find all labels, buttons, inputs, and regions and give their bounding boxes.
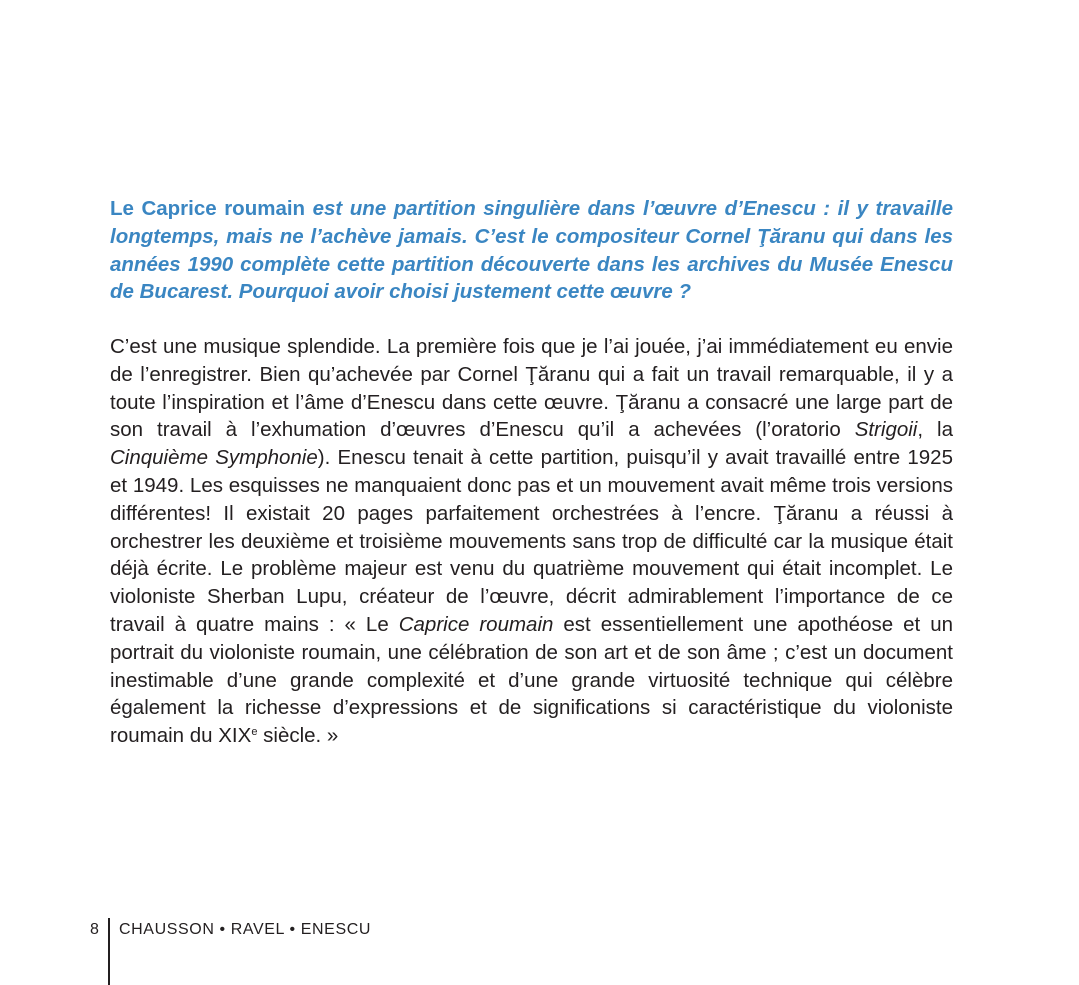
work-title-strigoii: Strigoii <box>854 418 918 442</box>
interview-question <box>110 195 953 306</box>
century-superscript: e <box>251 726 258 739</box>
answer-text-3: ). Enescu tenait à cette partition, puisqu’il y avait travaillé entre 1925 et 1949. Les esquisses ne manquaient donc pas et un mouvement avait même trois versions différentes! Il existait 20 pages parfaitement orchestrées à l’encre. Ţăranu a réussi à orchestrer les deuxième et troisième mouvements sans trop de difficulté car la musique était déjà écrite. Le problème majeur est venu du quatrième mouvement qui était incomplet. Le violoniste Sherban Lupu, créateur de l’œuvre, décrit admirablement l’importance de ce travail à quatre mains : « Le <box>110 446 953 636</box>
answer-text-5: siècle. » <box>257 724 339 748</box>
running-head: CHAUSSON • RAVEL • ENESCU <box>119 921 372 938</box>
work-title-caprice: Caprice roumain <box>398 612 554 636</box>
page-footer <box>90 918 490 985</box>
work-title-symphony: Cinquième Symphonie <box>110 446 318 470</box>
answer-text-4: est essentiellement une apothéose et un portrait du violoniste roumain, une célébration de son art et de son âme ; c’est un document inestimable d’une grande complexité et d’une grande virtuosité technique qui célèbre également la richesse d’expressions et de significations si caractéristique du violoniste roumain du XIX <box>110 612 953 748</box>
question-work-title: Le Caprice roumain <box>110 197 306 220</box>
page-number: 8 <box>90 921 99 938</box>
question-text: est une partition singulière dans l’œuvre d’Enescu : il y travaille longtemps, mais ne l’achève jamais. C’est le compositeur Cornel Ţăranu qui dans les années 1990 complète cette partition découverte dans les archives du Musée Enescu de Bucarest. Pourquoi avoir choisi justement cette œuvre ? <box>110 197 953 304</box>
footer-divider <box>108 918 110 985</box>
answer-text-2: , la <box>917 418 953 442</box>
answer-text-1: C’est une musique splendide. La première fois que je l’ai jouée, j’ai immédiatement eu envie de l’enregistrer. Bien qu’achevée par Cornel Ţăranu qui a fait un travail remarquable, il y a toute l’inspiration et l’âme d’Enescu dans cette œuvre. Ţăranu a consacré une large part de son travail à l’exhumation d’œuvres d’Enescu qu’il a achevées (l’oratorio <box>110 335 953 442</box>
interview-answer <box>110 333 953 750</box>
